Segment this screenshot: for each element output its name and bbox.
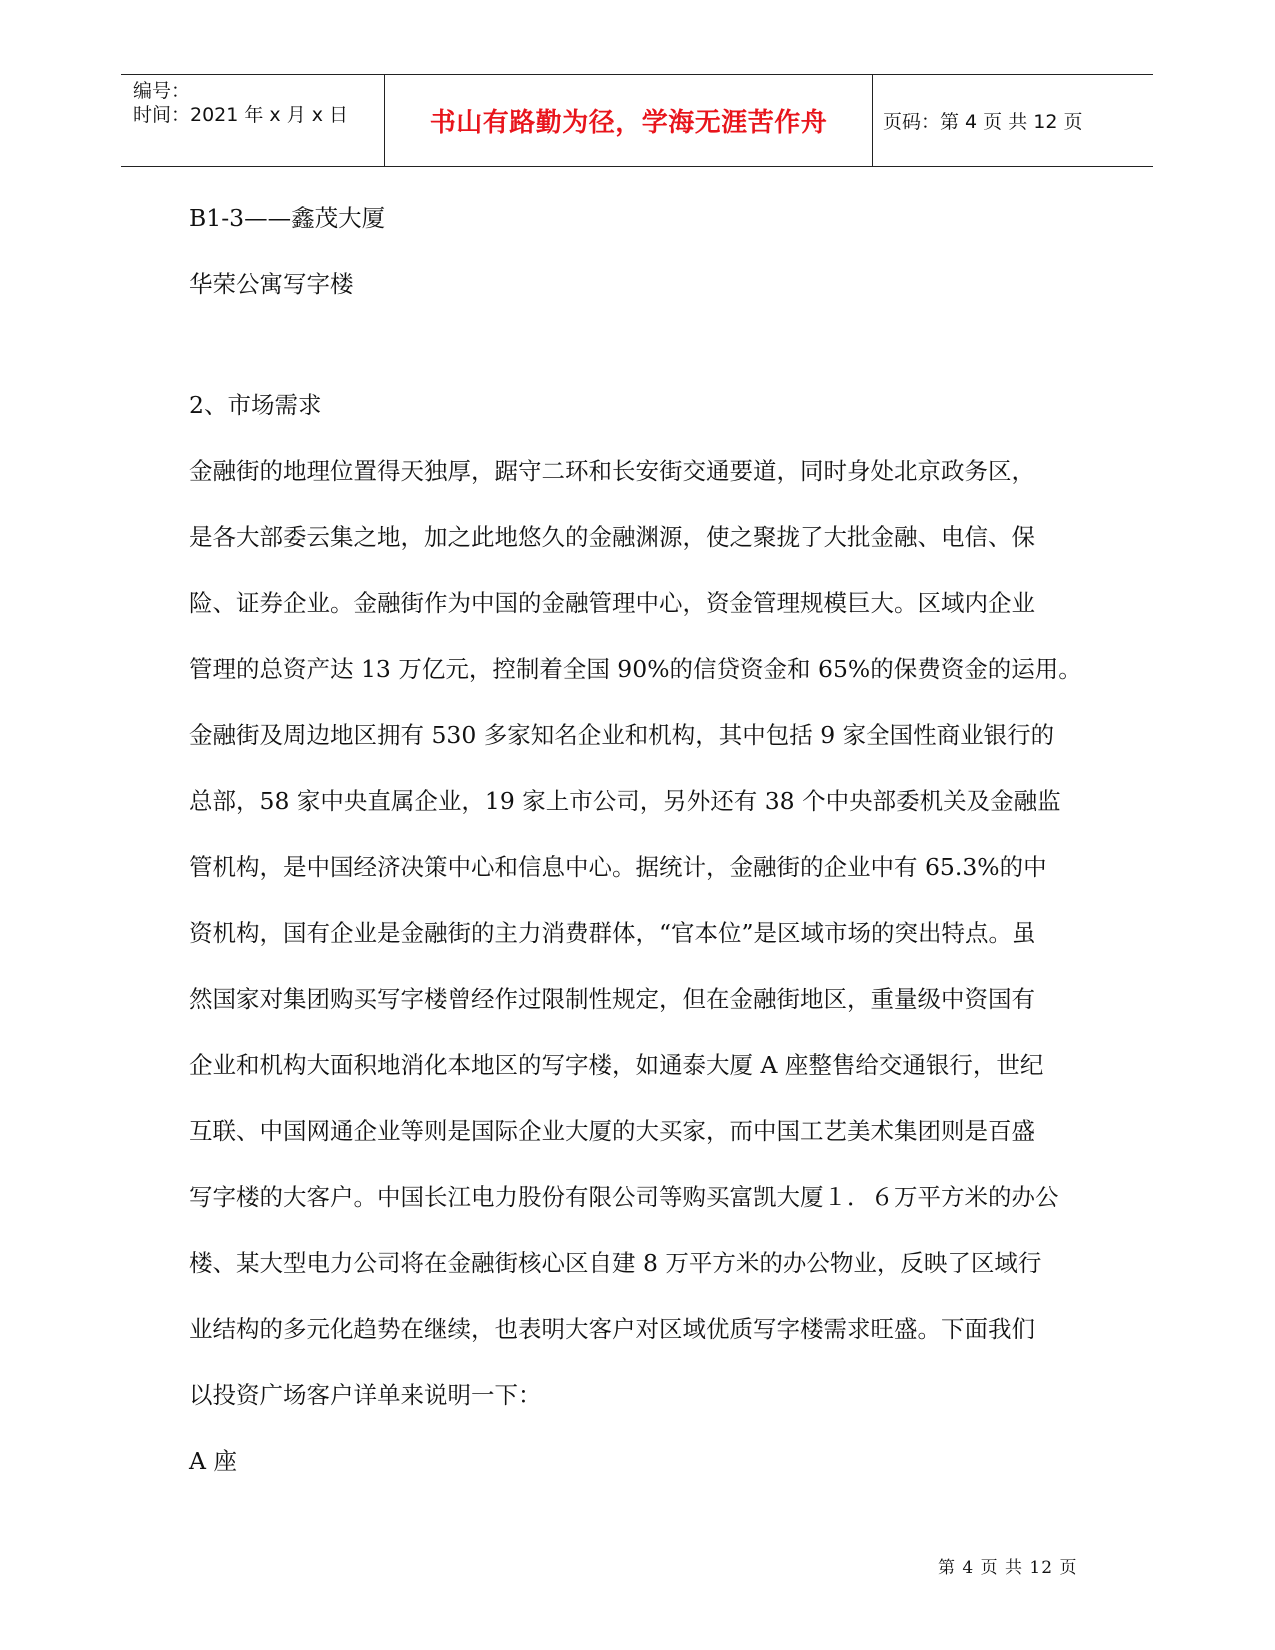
paragraph-line: 业结构的多元化趋势在继续，也表明大客户对区域优质写字楼需求旺盛。下面我们 <box>189 1315 1035 1343</box>
paragraph <box>189 438 1099 1428</box>
line-huarong: 华荣公寓写字楼 <box>189 270 354 298</box>
header-motto-cell <box>385 75 873 166</box>
spacer <box>189 317 1099 372</box>
paragraph-line: 总部，58 家中央直属企业，19 家上市公司，另外还有 38 个中央部委机关及金融监 <box>189 787 1061 815</box>
page-footer: 第 4 页 共 12 页 <box>938 1558 1078 1578</box>
section-heading: 2、市场需求 <box>189 391 322 419</box>
page-info-text: 页码：第 4 页 共 12 页 <box>883 111 1083 133</box>
paragraph-line: 企业和机构大面积地消化本地区的写字楼，如通泰大厦 A 座整售给交通银行，世纪 <box>189 1051 1044 1079</box>
time-label: 时间：2021 年 x 月 x 日 <box>133 104 349 126</box>
paragraph-line: 互联、中国网通企业等则是国际企业大厦的大买家，而中国工艺美术集团则是百盛 <box>189 1117 1035 1145</box>
paragraph-line: 以投资广场客户详单来说明一下： <box>189 1381 542 1409</box>
paragraph-line: 金融街的地理位置得天独厚，踞守二环和长安街交通要道，同时身处北京政务区， <box>189 457 1035 485</box>
document-header <box>121 74 1153 167</box>
number-label: 编号： <box>133 80 191 102</box>
motto-text: 书山有路勤为径，学海无涯苦作舟 <box>429 108 828 138</box>
paragraph-line: 然国家对集团购买写字楼曾经作过限制性规定，但在金融街地区，重量级中资国有 <box>189 985 1035 1013</box>
paragraph-line: 金融街及周边地区拥有 530 多家知名企业和机构，其中包括 9 家全国性商业银行的 <box>189 721 1055 749</box>
paragraph-line: 是各大部委云集之地，加之此地悠久的金融渊源，使之聚拢了大批金融、电信、保 <box>189 523 1035 551</box>
paragraph-line: 写字楼的大客户。中国长江电力股份有限公司等购买富凯大厦１．６万平方米的办公 <box>189 1183 1059 1211</box>
paragraph-line: 管机构，是中国经济决策中心和信息中心。据统计，金融街的企业中有 65.3%的中 <box>189 853 1047 881</box>
paragraph-line: 楼、某大型电力公司将在金融街核心区自建 8 万平方米的办公物业，反映了区域行 <box>189 1249 1042 1277</box>
line-b1-3: B1-3——鑫茂大厦 <box>189 204 386 232</box>
paragraph-line: 险、证券企业。金融街作为中国的金融管理中心，资金管理规模巨大。区域内企业 <box>189 589 1035 617</box>
paragraph-line: 资机构，国有企业是金融街的主力消费群体，“官本位”是区域市场的突出特点。虽 <box>189 919 1036 947</box>
line-a-zuo: A 座 <box>189 1447 237 1475</box>
paragraph-line: 管理的总资产达 13 万亿元，控制着全国 90%的信贷资金和 65%的保费资金的运用。 <box>189 655 1082 683</box>
document-body <box>189 185 1099 1494</box>
header-page-info <box>873 75 1153 166</box>
header-meta <box>121 75 385 166</box>
